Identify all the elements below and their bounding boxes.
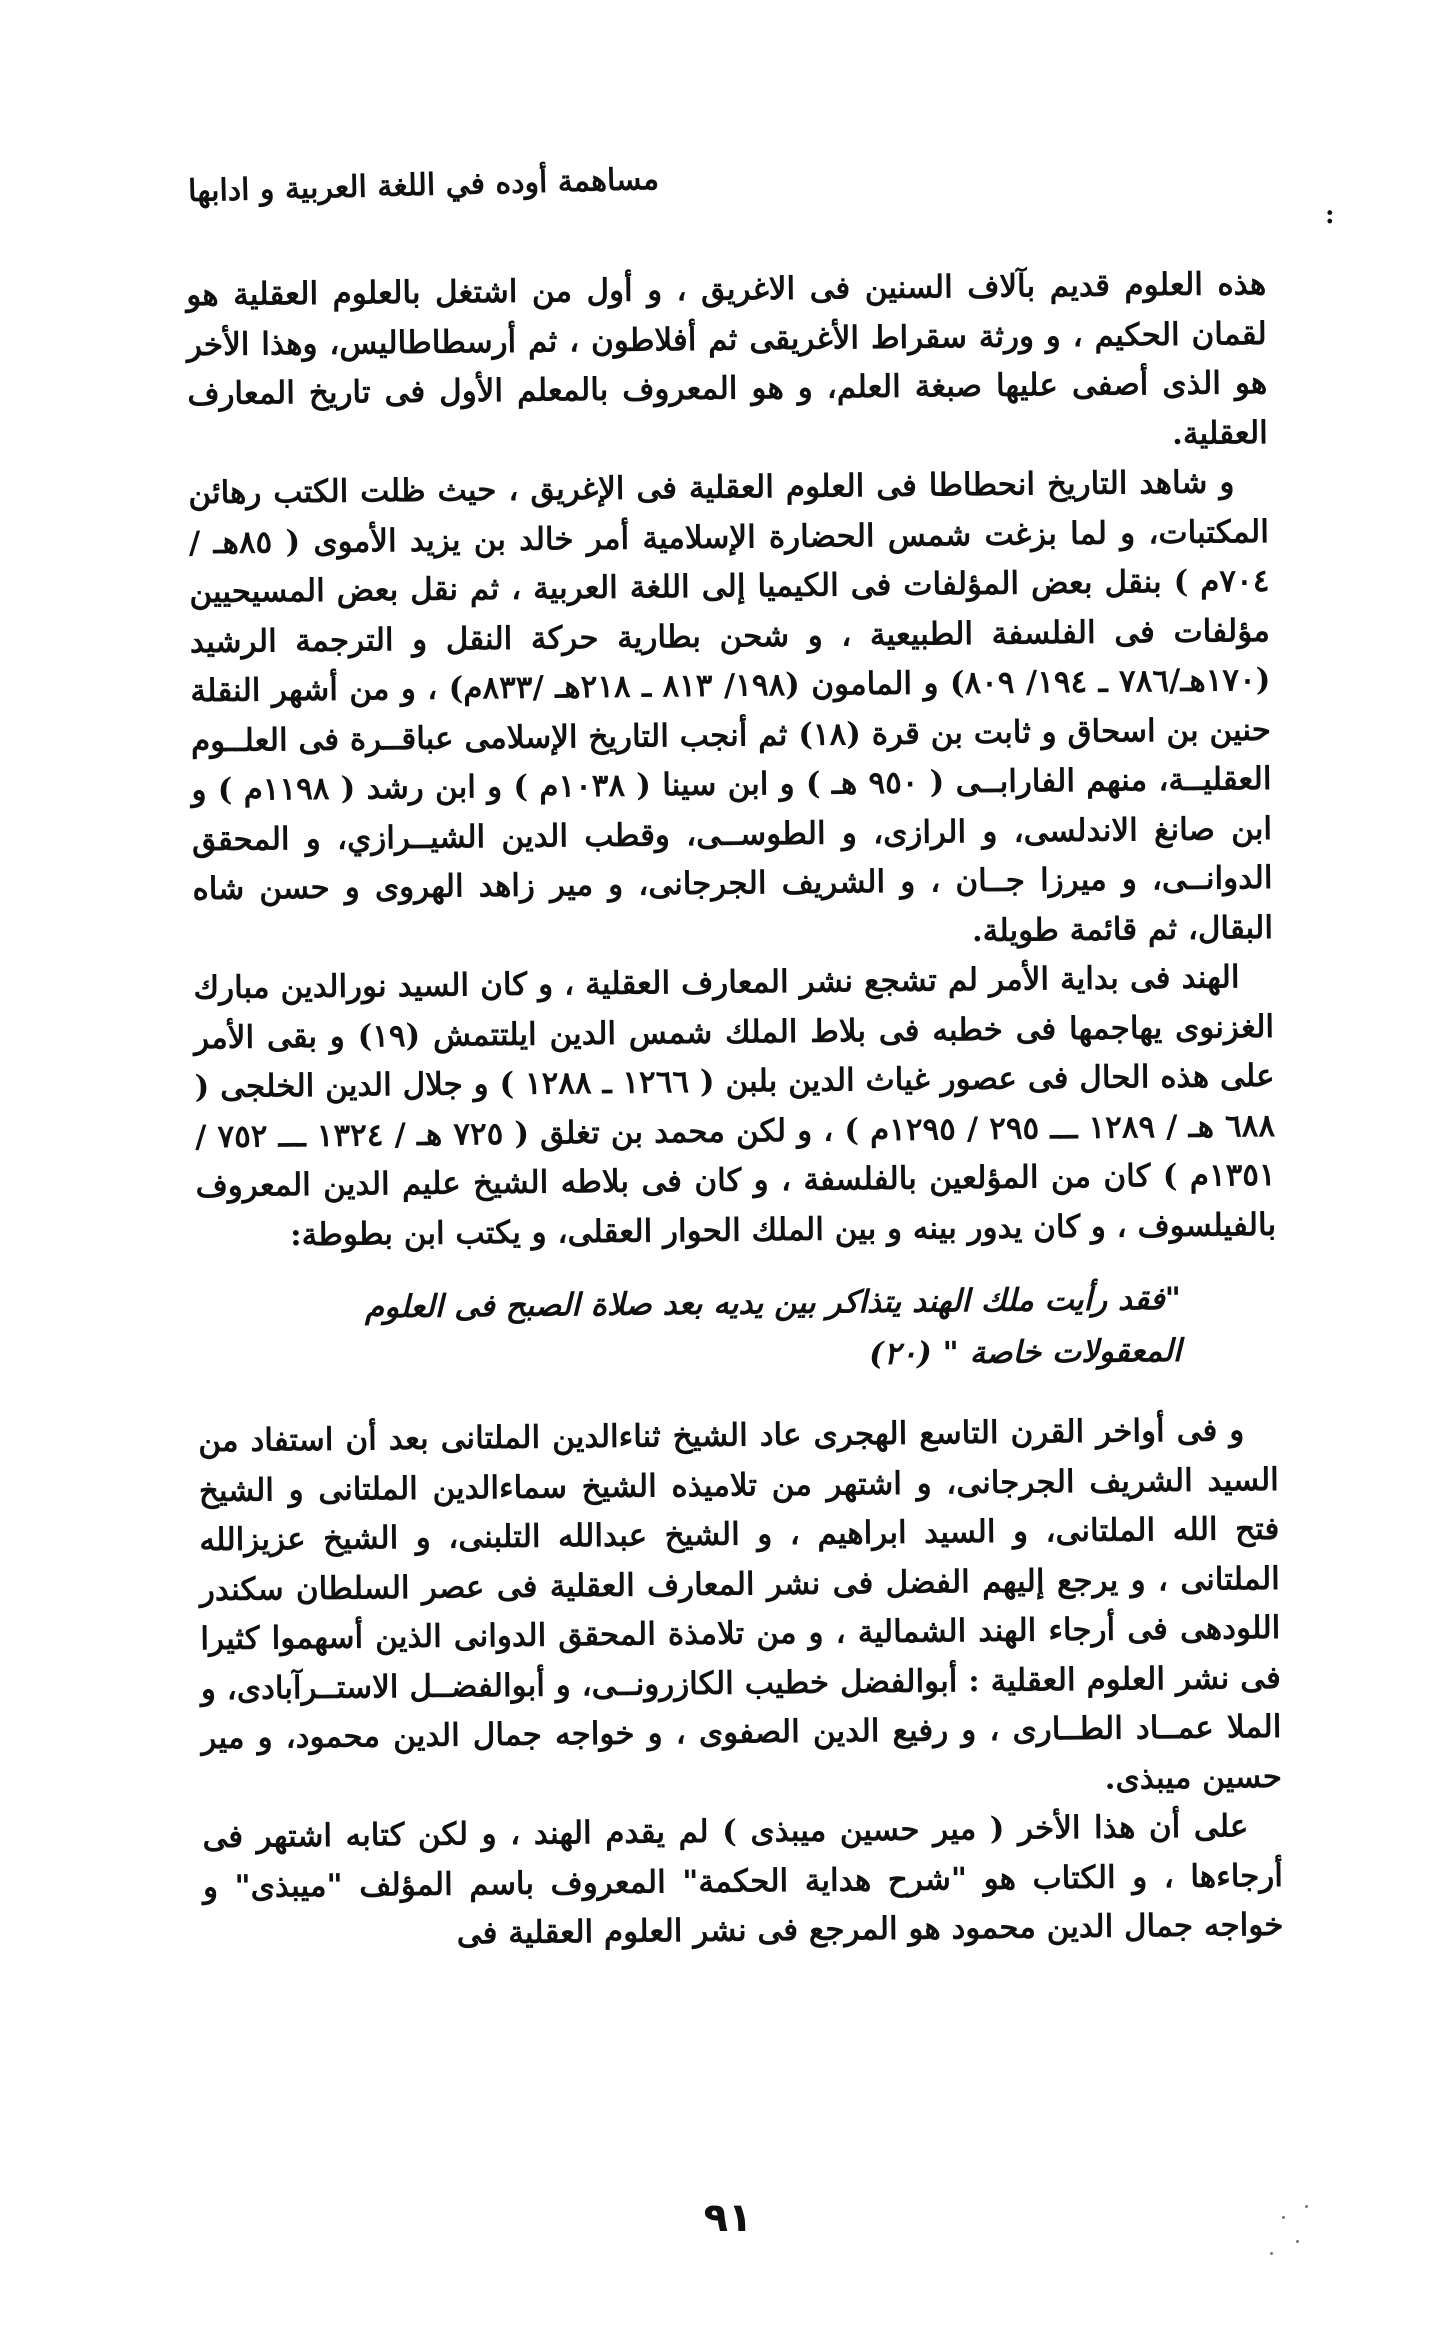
paragraph-5: على أن هذا الأخر ( مير حسين ميبذى ) لم يقدم الهند ، و لكن كتابه اشتهر فى أرجاءها ، و الكتاب هو "شرح هداية الحكمة" المعروف باسم المؤلف "ميبذى" و خواجه جمال الدين محمود هو المرجع فى نشر العلوم العقلية فى [202, 1808, 1284, 1952]
scan-speck [1296, 2240, 1299, 2243]
block-quote: "فقد رأيت ملك الهند يتذاكر بين يديه بعد صلاة الصبح فى العلوم المعقولات خاصة " (٢٠) [364, 1280, 1182, 1373]
scan-speck [1270, 2252, 1273, 2255]
scan-speck [1282, 2216, 1285, 2219]
paragraph-4: و فى أواخر القرن التاسع الهجرى عاد الشيخ ثناءالدين الملتانى بعد أن استفاد من السيد الشريف الجرجانى، و اشتهر من تلاميذه الشيخ سماءالدين الملتانى و الشيخ فتح الله الملتانى، و السيد ابراهيم ، و الشيخ عبدالله التلبنى، و الشيخ عزيزالله الملتانى ، و يرجع إليهم الفضل فى نشر المعارف العقلية فى عصر السلطان سكندر اللودهى فى أرجاء الهند الشمالية ، و من تلامذة المحقق الدوانى الذين أسهموا كثيرا فى نشر العلوم العقلية : أبوالفضل خطيب الكازرونــى، و أبوالفضــل الاستــرآبادى، و الملا عمــاد الطــارى ، و رفيع الدين الصفوى ، و خواجه جمال الدين محمود، و مير حسين ميبذى. [198, 1412, 1283, 1797]
body-text [186, 260, 1284, 1962]
paragraph-3: الهند فى بداية الأمر لم تشجع نشر المعارف العقلية ، و كان السيد نورالدين مبارك الغزنوى يهاجمها فى خطبه فى بلاط الملك شمس الدين ايلتتمش (١٩) و بقى الأمر على هذه الحال فى عصور غياث الدين بلبن ( ١٢٦٦ ـ ١٢٨٨ ) و جلال الدين الخلجى ( ٦٨٨ هـ / ١٢٨٩ ـــ ٢٩٥ / ١٢٩٥م ) ، و لكن محمد بن تغلق ( ٧٢٥ هـ / ١٣٢٤ ـــ ٧٥٢ / ١٣٥١م ) كان من المؤلعين بالفلسفة ، و كان فى بلاطه الشيخ عليم الدين المعروف بالفيلسوف ، و كان يدور بينه و بين الملك الحوار العقلى، و يكتب ابن بطوطة: [193, 959, 1277, 1253]
scan-speck [1305, 2205, 1308, 2208]
page-number: ٩١ [703, 2195, 753, 2241]
running-header: مساهمة أوده في اللغة العربية و ادابها [187, 161, 660, 210]
margin-mark: : [1325, 200, 1335, 230]
paragraph-1: هذه العلوم قديم بآلاف السنين فى الاغريق ، و أول من اشتغل بالعلوم العقلية هو لقمان الحكيم ، و ورثة سقراط الأغريقى ثم أفلاطون ، ثم أرسطاطاليس، وهذا الأخر هو الذى أصفى عليها صبغة العلم، و هو المعروف بالمعلم الأول فى تاريخ المعارف العقلية. [186, 265, 1268, 452]
paragraph-2: و شاهد التاريخ انحطاطا فى العلوم العقلية فى الإغريق ، حيث ظلت الكتب رهائن المكتبات، و لما بزغت شمس الحضارة الإسلامية أمر خالد بن يزيد الأموى ( ٨٥هـ / ٧٠٤م ) بنقل بعض المؤلفات فى الكيميا إلى اللغة العربية ، ثم نقل بعض المسيحيين مؤلفات فى الفلسفة الطبيعية ، و شحن بطارية حركة النقل و الترجمة الرشيد (١٧٠هـ/٧٨٦ ـ ١٩٤/ ٨٠٩) و المامون (١٩٨/ ٨١٣ ـ ٢١٨هـ /٨٣٣م) ، و من أشهر النقلة حنين بن اسحاق و ثابت بن قرة (١٨) ثم أنجب التاريخ الإسلامى عباقــرة فى العلــوم العقليــة، منهم الفارابــى ( ٩٥٠ هـ ) و ابن سينا ( ١٠٣٨م ) و ابن رشد ( ١١٩٨م ) و ابن صانغ الاندلسى، و الرازى، و الطوســى، وقطب الدين الشيــرازي، و المحقق الدوانــى، و ميرزا جــان ، و الشريف الجرجانى، و مير زاهد الهروى و حسن شاه البقال، ثم قائمة طويلة. [188, 464, 1274, 949]
